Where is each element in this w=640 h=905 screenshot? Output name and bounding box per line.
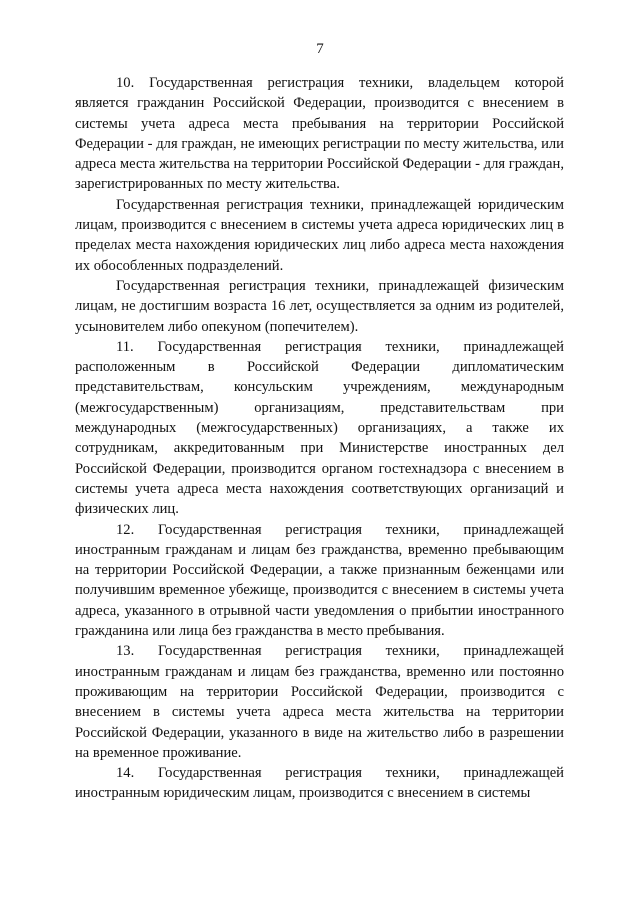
paragraph-12: 12. Государственная регистрация техники, принадлежащей иностранным гражданам и лицам без гражданства, временно пребывающим на территории Российской Федерации, а также признанным беженцами или получившим временное убежище, производится с внесением в системы учета адреса, указанного в отрывной части уведомления о прибытии иностранного гражданина или лица без гражданства в место пребывания. bbox=[75, 521, 564, 640]
paragraph-10: 10. Государственная регистрация техники, владельцем которой является гражданин Российской Федерации, производится с внесением в системы учета адреса места пребывания на территории Российской Федерации - для граждан, не имеющих регистрации по месту жительства, или адреса места жительства на территории Российской Федерации - для граждан, зарегистрированных по месту жительства. bbox=[75, 75, 564, 193]
paragraph-legal-entities: Государственная регистрация техники, принадлежащей юридическим лицам, производится с внесением в системы учета адреса юридических лиц в пределах места нахождения юридических лиц либо адреса места нахождения их обособленных подразделений. bbox=[75, 196, 564, 274]
paragraph-13: 13. Государственная регистрация техники, принадлежащей иностранным гражданам и лицам без гражданства, временно или постоянно проживающим на территории Российской Федерации, производится с внесением в системы учета адреса места жительства на территории Российской Федерации, указанного в виде на жительство либо в разрешении на временное проживание. bbox=[75, 643, 564, 761]
document-body bbox=[75, 73, 564, 804]
paragraph-11: 11. Государственная регистрация техники, принадлежащей расположенным в Российской Федерации дипломатическим представительствам, консульским учреждениям, международным (межгосударственным) организациям, представительствам при международных (межгосударственных) организациях, а также их сотрудникам, аккредитованным при Министерстве иностранных дел Российской Федерации, производится органом гостехнадзора с внесением в системы учета адреса места нахождения соответствующих организаций и физических лиц. bbox=[75, 338, 564, 518]
paragraph-minors: Государственная регистрация техники, принадлежащей физическим лицам, не достигшим возраста 16 лет, осуществляется за одним из родителей, усыновителем либо опекуном (попечителем). bbox=[75, 277, 564, 335]
page-number: 7 bbox=[316, 41, 324, 57]
paragraph-14: 14. Государственная регистрация техники, принадлежащей иностранным юридическим лицам, производится с внесением в системы bbox=[75, 765, 564, 802]
